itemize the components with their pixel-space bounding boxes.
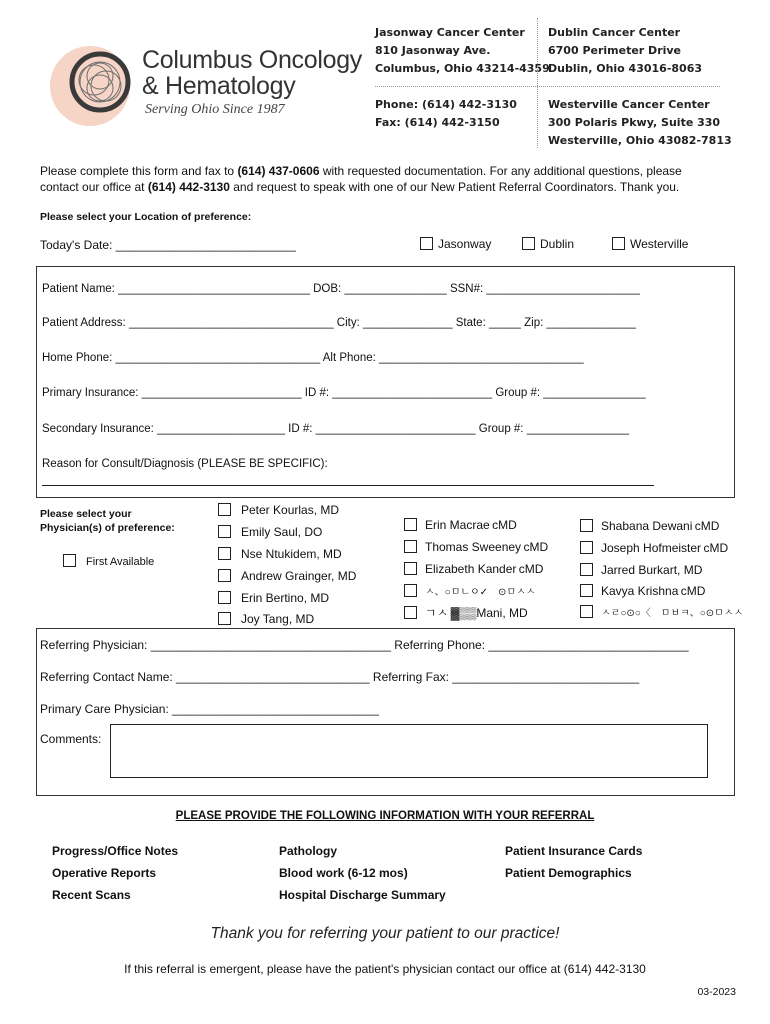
westerville-line: Westerville, Ohio 43082-7813	[548, 134, 732, 147]
address-vertical-divider	[537, 18, 538, 148]
physician-name: ㅅ、○ㅁㄴㅇ✓ ⊙ㅁㅅㅅ	[425, 587, 536, 598]
intro-line-2	[40, 180, 679, 194]
patient-address-field[interactable]: Patient Address: ________________________________ City: ______________ State: _____ Zip: ______________	[42, 317, 637, 329]
logo	[50, 40, 142, 132]
physician-option[interactable]	[580, 604, 743, 619]
jasonway-line: Columbus, Ohio 43214-4359	[375, 62, 550, 75]
location-option-jasonway[interactable]	[420, 237, 491, 251]
physician-name: Jarred Burkart, MD	[601, 563, 703, 577]
dublin-line: 6700 Perimeter Drive	[548, 44, 682, 57]
location-option-westerville[interactable]	[612, 237, 688, 251]
phone-fields[interactable]: Home Phone: ________________________________ Alt Phone: ________________________________	[42, 352, 584, 364]
comments-textarea[interactable]	[110, 724, 708, 778]
physician-option[interactable]	[218, 547, 342, 561]
physician-name: ㅅㄹ○⊙○〈 ㅁㅂㅋ、○⊙ㅁㅅㅅ	[601, 608, 744, 619]
form-version-code: 03-2023	[697, 986, 736, 998]
dublin-line: Dublin Cancer Center	[548, 26, 681, 39]
todays-date-field[interactable]: Today's Date: ___________________________	[40, 238, 296, 252]
reason-for-consult-label: Reason for Consult/Diagnosis (PLEASE BE SPECIFIC):	[42, 458, 328, 470]
referring-contact-fax-field[interactable]: Referring Contact Name: _____________________________ Referring Fax: ____________________________	[40, 670, 640, 684]
physician-name: Erin Bertino, MD	[241, 591, 330, 605]
logo-name-line2: & Hematology	[142, 72, 296, 100]
referring-physician-phone-field[interactable]: Referring Physician: ____________________________________ Referring Phone: ______________________________	[40, 638, 689, 652]
checkbox[interactable]	[218, 591, 231, 604]
interlocking-circles-logo-icon	[50, 40, 142, 132]
checkbox[interactable]	[580, 541, 593, 554]
physician-name: Kavya Krishna ϲMD	[601, 584, 706, 598]
provide-column	[52, 840, 178, 906]
intro-text: and request to speak with one of our New Patient Referral Coordinators. Thank you.	[229, 180, 680, 194]
location-option-label: Westerville	[630, 237, 689, 251]
intro-fax-number: (614) 437-0606	[237, 164, 320, 178]
checkbox[interactable]	[218, 525, 231, 538]
provide-item: Patient Insurance Cards	[505, 844, 643, 858]
checkbox[interactable]	[218, 547, 231, 560]
westerville-line: 300 Polaris Pkwy, Suite 330	[548, 116, 721, 129]
location-option-label: Jasonway	[438, 237, 492, 251]
physician-name: Emily Saul, DO	[241, 525, 323, 539]
provide-item: Operative Reports	[52, 866, 157, 880]
dublin-address	[548, 24, 702, 78]
provide-column	[279, 840, 446, 906]
logo-name-line1: Columbus Oncology	[142, 46, 363, 74]
physician-name: Andrew Grainger, MD	[241, 569, 357, 583]
checkbox[interactable]	[218, 503, 231, 516]
jasonway-line: Jasonway Cancer Center	[375, 26, 525, 39]
reason-for-consult-line[interactable]	[42, 485, 654, 486]
first-available-option[interactable]	[63, 554, 154, 568]
westerville-address	[548, 96, 732, 150]
checkbox[interactable]	[580, 563, 593, 576]
checkbox[interactable]	[420, 237, 433, 250]
physician-option[interactable]	[218, 503, 339, 517]
location-option-dublin[interactable]	[522, 237, 574, 251]
logo-tagline: Serving Ohio Since 1987	[145, 102, 285, 117]
emergent-note: If this referral is emergent, please have the patient's physician contact our office at (614) 442-3130	[124, 962, 646, 976]
physician-option[interactable]	[218, 569, 356, 583]
intro-line-1	[40, 164, 682, 178]
address-horizontal-divider	[375, 86, 720, 87]
checkbox[interactable]	[580, 605, 593, 618]
dublin-line: Dublin, Ohio 43016-8063	[548, 62, 703, 75]
checkbox[interactable]	[404, 540, 417, 553]
physician-option[interactable]	[404, 540, 548, 554]
physician-name: ㄱㅅ ▓▒▒Mani, MD	[425, 606, 528, 620]
physician-name: Elizabeth Kander ϲMD	[425, 562, 544, 576]
jasonway-line: 810 Jasonway Ave.	[375, 44, 491, 57]
checkbox[interactable]	[580, 584, 593, 597]
physician-option[interactable]	[580, 584, 705, 598]
contact-line: Fax: (614) 442-3150	[375, 116, 500, 129]
physician-option[interactable]	[580, 541, 728, 555]
physician-option[interactable]	[218, 612, 314, 626]
checkbox[interactable]	[218, 612, 231, 625]
thank-you-message: Thank you for referring your patient to our practice!	[210, 925, 560, 942]
first-available-label: First Available	[86, 556, 155, 568]
location-option-label: Dublin	[540, 237, 575, 251]
provide-item: Patient Demographics	[505, 866, 632, 880]
physician-heading	[40, 507, 175, 535]
physician-name: Joy Tang, MD	[241, 612, 315, 626]
checkbox[interactable]	[580, 519, 593, 532]
provide-heading: PLEASE PROVIDE THE FOLLOWING INFORMATION WITH YOUR REFERRAL	[175, 810, 595, 822]
physician-name: Shabana Dewani ϲMD	[601, 519, 720, 533]
contact-line: Phone: (614) 442-3130	[375, 98, 517, 111]
physician-name: Erin Macrae ϲMD	[425, 518, 517, 532]
physician-option[interactable]	[218, 591, 329, 605]
checkbox[interactable]	[404, 562, 417, 575]
provide-item: Recent Scans	[52, 888, 131, 902]
provide-item: Progress/Office Notes	[52, 844, 179, 858]
checkbox[interactable]	[404, 606, 417, 619]
physician-name: Thomas Sweeney ϲMD	[425, 540, 549, 554]
westerville-line: Westerville Cancer Center	[548, 98, 710, 111]
physician-option[interactable]	[404, 518, 517, 532]
provide-item: Blood work (6-12 mos)	[279, 866, 408, 880]
primary-insurance-field[interactable]: Primary Insurance: _________________________ ID #: _________________________ Group #: ________________	[42, 387, 646, 399]
checkbox[interactable]	[522, 237, 535, 250]
physician-option[interactable]	[218, 525, 322, 539]
physician-option[interactable]	[580, 563, 702, 577]
provide-item: Pathology	[279, 844, 338, 858]
physician-name: Joseph Hofmeister ϲMD	[601, 541, 729, 555]
primary-care-physician-field[interactable]: Primary Care Physician: _______________________________	[40, 702, 379, 716]
physician-option[interactable]	[404, 583, 535, 598]
checkbox[interactable]	[404, 584, 417, 597]
physician-name: Nse Ntukidem, MD	[241, 547, 342, 561]
physician-option[interactable]	[580, 519, 719, 533]
physician-option[interactable]	[404, 604, 528, 621]
comments-label: Comments:	[40, 732, 102, 746]
intro-phone-number: (614) 442-3130	[147, 180, 230, 194]
physician-option[interactable]	[404, 562, 543, 576]
location-heading: Please select your Location of preference:	[40, 211, 252, 223]
intro-text: contact our office at	[40, 180, 148, 194]
provide-column	[505, 840, 642, 884]
intro-text: Please complete this form and fax to	[40, 164, 238, 178]
provide-item: Hospital Discharge Summary	[279, 888, 446, 902]
patient-name-dob-ssn-field[interactable]: Patient Name: ______________________________ DOB: ________________ SSN#: ________________________	[42, 283, 640, 295]
physician-name: Peter Kourlas, MD	[241, 503, 340, 517]
secondary-insurance-field[interactable]: Secondary Insurance: ____________________ ID #: _________________________ Group #: ________________	[42, 423, 630, 435]
intro-text: with requested documentation. For any additional questions, please	[319, 164, 682, 178]
checkbox[interactable]	[218, 569, 231, 582]
physician-heading-line: Please select your	[40, 508, 132, 520]
physician-heading-line: Physician(s) of preference:	[40, 522, 175, 534]
phone-fax	[375, 96, 517, 132]
checkbox[interactable]	[612, 237, 625, 250]
jasonway-address	[375, 24, 550, 78]
checkbox[interactable]	[404, 518, 417, 531]
checkbox[interactable]	[63, 554, 76, 567]
